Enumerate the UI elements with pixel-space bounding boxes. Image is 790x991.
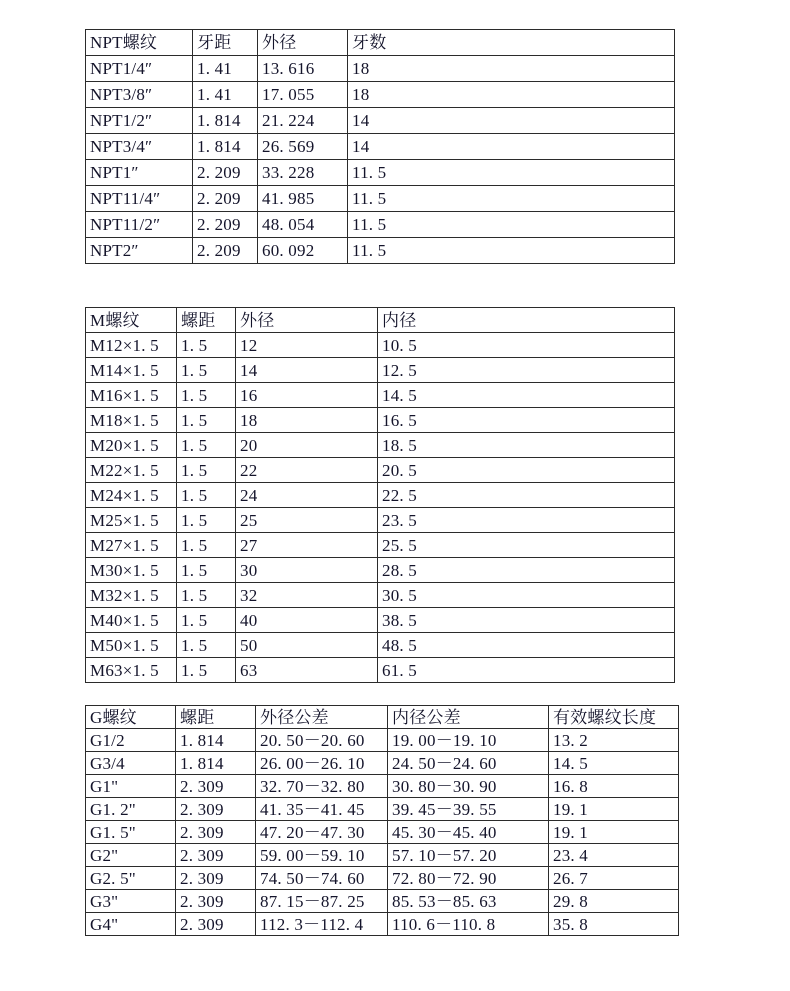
table-cell: 1. 814 bbox=[176, 752, 256, 775]
table-cell: 11. 5 bbox=[348, 160, 675, 186]
table-cell: 2. 309 bbox=[176, 775, 256, 798]
table-cell: 45. 30－45. 40 bbox=[388, 821, 549, 844]
table-cell: 24. 50－24. 60 bbox=[388, 752, 549, 775]
table-cell: 11. 5 bbox=[348, 186, 675, 212]
thread-designation-cell: NPT2″ bbox=[86, 238, 193, 264]
table-cell: 22 bbox=[236, 458, 378, 483]
thread-designation-cell: M18×1. 5 bbox=[86, 408, 177, 433]
table-cell: 13. 616 bbox=[258, 56, 348, 82]
table-cell: 40 bbox=[236, 608, 378, 633]
table-cell: 2. 209 bbox=[193, 160, 258, 186]
table-row bbox=[86, 238, 675, 264]
table-cell: 2. 209 bbox=[193, 186, 258, 212]
table-row bbox=[86, 160, 675, 186]
table-cell: 2. 309 bbox=[176, 867, 256, 890]
thread-designation-cell: M63×1. 5 bbox=[86, 658, 177, 683]
table-cell: 26. 569 bbox=[258, 134, 348, 160]
table-row bbox=[86, 82, 675, 108]
table-cell: 1. 814 bbox=[193, 134, 258, 160]
table-cell: 38. 5 bbox=[378, 608, 675, 633]
table-cell: 2. 309 bbox=[176, 798, 256, 821]
g-thread-table bbox=[85, 705, 679, 936]
table-cell: 1. 5 bbox=[177, 533, 236, 558]
npt-table-body bbox=[86, 30, 675, 264]
table-row bbox=[86, 458, 675, 483]
thread-designation-cell: M30×1. 5 bbox=[86, 558, 177, 583]
thread-designation-cell: M22×1. 5 bbox=[86, 458, 177, 483]
table-cell: 14 bbox=[348, 134, 675, 160]
table-cell: 11. 5 bbox=[348, 238, 675, 264]
thread-designation-cell: G3" bbox=[86, 890, 176, 913]
table-cell: 110. 6－110. 8 bbox=[388, 913, 549, 936]
thread-designation-cell: M24×1. 5 bbox=[86, 483, 177, 508]
table-row bbox=[86, 134, 675, 160]
column-header: G螺纹 bbox=[86, 706, 176, 729]
thread-designation-cell: NPT3/8″ bbox=[86, 82, 193, 108]
column-header: 内径 bbox=[378, 308, 675, 333]
table-cell: 1. 5 bbox=[177, 408, 236, 433]
table-cell: 2. 309 bbox=[176, 913, 256, 936]
thread-designation-cell: NPT11/4″ bbox=[86, 186, 193, 212]
table-cell: 39. 45－39. 55 bbox=[388, 798, 549, 821]
table-header-row bbox=[86, 30, 675, 56]
table-cell: 23. 5 bbox=[378, 508, 675, 533]
table-cell: 18 bbox=[348, 82, 675, 108]
table-cell: 11. 5 bbox=[348, 212, 675, 238]
table-cell: 63 bbox=[236, 658, 378, 683]
metric-table-body bbox=[86, 308, 675, 683]
table-row bbox=[86, 798, 679, 821]
table-cell: 18 bbox=[236, 408, 378, 433]
column-header: 外径 bbox=[236, 308, 378, 333]
table-cell: 1. 814 bbox=[176, 729, 256, 752]
column-header: 内径公差 bbox=[388, 706, 549, 729]
table-row bbox=[86, 608, 675, 633]
table-cell: 50 bbox=[236, 633, 378, 658]
table-cell: 24 bbox=[236, 483, 378, 508]
table-cell: 41. 985 bbox=[258, 186, 348, 212]
thread-designation-cell: M27×1. 5 bbox=[86, 533, 177, 558]
column-header: M螺纹 bbox=[86, 308, 177, 333]
table-cell: 18. 5 bbox=[378, 433, 675, 458]
thread-designation-cell: G2" bbox=[86, 844, 176, 867]
thread-designation-cell: G1/2 bbox=[86, 729, 176, 752]
column-header: 有效螺纹长度 bbox=[549, 706, 679, 729]
table-row bbox=[86, 108, 675, 134]
thread-designation-cell: M40×1. 5 bbox=[86, 608, 177, 633]
table-row bbox=[86, 333, 675, 358]
table-cell: 48. 5 bbox=[378, 633, 675, 658]
table-cell: 20. 5 bbox=[378, 458, 675, 483]
thread-designation-cell: G1. 5" bbox=[86, 821, 176, 844]
thread-designation-cell: G4" bbox=[86, 913, 176, 936]
column-header: 牙数 bbox=[348, 30, 675, 56]
table-cell: 1. 41 bbox=[193, 82, 258, 108]
table-row bbox=[86, 821, 679, 844]
thread-designation-cell: G1. 2" bbox=[86, 798, 176, 821]
table-cell: 32. 70－32. 80 bbox=[256, 775, 388, 798]
table-cell: 27 bbox=[236, 533, 378, 558]
table-cell: 29. 8 bbox=[549, 890, 679, 913]
table-cell: 1. 814 bbox=[193, 108, 258, 134]
table-row bbox=[86, 358, 675, 383]
table-cell: 12 bbox=[236, 333, 378, 358]
column-header: 螺距 bbox=[176, 706, 256, 729]
table-cell: 14. 5 bbox=[549, 752, 679, 775]
table-cell: 30 bbox=[236, 558, 378, 583]
table-cell: 61. 5 bbox=[378, 658, 675, 683]
table-cell: 1. 41 bbox=[193, 56, 258, 82]
column-header: 外径公差 bbox=[256, 706, 388, 729]
table-cell: 112. 3－112. 4 bbox=[256, 913, 388, 936]
thread-designation-cell: G1" bbox=[86, 775, 176, 798]
table-row bbox=[86, 383, 675, 408]
table-row bbox=[86, 890, 679, 913]
table-cell: 1. 5 bbox=[177, 383, 236, 408]
thread-designation-cell: NPT11/2″ bbox=[86, 212, 193, 238]
thread-designation-cell: NPT1/4″ bbox=[86, 56, 193, 82]
column-header: 外径 bbox=[258, 30, 348, 56]
table-row bbox=[86, 729, 679, 752]
thread-designation-cell: M50×1. 5 bbox=[86, 633, 177, 658]
table-cell: 16. 5 bbox=[378, 408, 675, 433]
table-cell: 41. 35－41. 45 bbox=[256, 798, 388, 821]
table-row bbox=[86, 408, 675, 433]
table-cell: 23. 4 bbox=[549, 844, 679, 867]
table-cell: 2. 309 bbox=[176, 821, 256, 844]
table-cell: 28. 5 bbox=[378, 558, 675, 583]
table-cell: 30. 5 bbox=[378, 583, 675, 608]
table-cell: 26. 00－26. 10 bbox=[256, 752, 388, 775]
thread-designation-cell: G3/4 bbox=[86, 752, 176, 775]
thread-designation-cell: NPT3/4″ bbox=[86, 134, 193, 160]
table-row bbox=[86, 658, 675, 683]
table-cell: 25. 5 bbox=[378, 533, 675, 558]
table-cell: 72. 80－72. 90 bbox=[388, 867, 549, 890]
table-cell: 1. 5 bbox=[177, 483, 236, 508]
table-cell: 1. 5 bbox=[177, 608, 236, 633]
table-cell: 74. 50－74. 60 bbox=[256, 867, 388, 890]
table-cell: 2. 209 bbox=[193, 212, 258, 238]
table-cell: 19. 1 bbox=[549, 798, 679, 821]
column-header: 牙距 bbox=[193, 30, 258, 56]
table-cell: 1. 5 bbox=[177, 433, 236, 458]
table-cell: 13. 2 bbox=[549, 729, 679, 752]
table-row bbox=[86, 867, 679, 890]
table-cell: 25 bbox=[236, 508, 378, 533]
table-row bbox=[86, 775, 679, 798]
table-cell: 14 bbox=[236, 358, 378, 383]
thread-designation-cell: NPT1/2″ bbox=[86, 108, 193, 134]
table-row bbox=[86, 186, 675, 212]
table-cell: 1. 5 bbox=[177, 633, 236, 658]
table-cell: 17. 055 bbox=[258, 82, 348, 108]
thread-designation-cell: M25×1. 5 bbox=[86, 508, 177, 533]
table-cell: 16. 8 bbox=[549, 775, 679, 798]
table-row bbox=[86, 433, 675, 458]
table-row bbox=[86, 56, 675, 82]
table-cell: 1. 5 bbox=[177, 358, 236, 383]
thread-designation-cell: NPT1″ bbox=[86, 160, 193, 186]
table-header-row bbox=[86, 308, 675, 333]
table-cell: 47. 20－47. 30 bbox=[256, 821, 388, 844]
table-cell: 33. 228 bbox=[258, 160, 348, 186]
thread-designation-cell: M12×1. 5 bbox=[86, 333, 177, 358]
column-header: NPT螺纹 bbox=[86, 30, 193, 56]
table-cell: 26. 7 bbox=[549, 867, 679, 890]
table-row bbox=[86, 212, 675, 238]
table-cell: 85. 53－85. 63 bbox=[388, 890, 549, 913]
table-row bbox=[86, 558, 675, 583]
table-row bbox=[86, 583, 675, 608]
table-row bbox=[86, 483, 675, 508]
metric-thread-table bbox=[85, 307, 675, 683]
thread-designation-cell: M20×1. 5 bbox=[86, 433, 177, 458]
thread-designation-cell: M32×1. 5 bbox=[86, 583, 177, 608]
table-cell: 21. 224 bbox=[258, 108, 348, 134]
table-cell: 22. 5 bbox=[378, 483, 675, 508]
table-cell: 19. 1 bbox=[549, 821, 679, 844]
table-cell: 87. 15－87. 25 bbox=[256, 890, 388, 913]
table-cell: 48. 054 bbox=[258, 212, 348, 238]
table-cell: 1. 5 bbox=[177, 508, 236, 533]
table-row bbox=[86, 913, 679, 936]
table-cell: 14. 5 bbox=[378, 383, 675, 408]
table-cell: 12. 5 bbox=[378, 358, 675, 383]
table-cell: 20. 50－20. 60 bbox=[256, 729, 388, 752]
column-header: 螺距 bbox=[177, 308, 236, 333]
table-cell: 20 bbox=[236, 433, 378, 458]
table-row bbox=[86, 633, 675, 658]
table-cell: 1. 5 bbox=[177, 658, 236, 683]
table-cell: 19. 00－19. 10 bbox=[388, 729, 549, 752]
thread-designation-cell: M14×1. 5 bbox=[86, 358, 177, 383]
table-cell: 18 bbox=[348, 56, 675, 82]
table-row bbox=[86, 508, 675, 533]
table-cell: 2. 309 bbox=[176, 844, 256, 867]
table-cell: 1. 5 bbox=[177, 333, 236, 358]
table-cell: 60. 092 bbox=[258, 238, 348, 264]
g-table-body bbox=[86, 706, 679, 936]
table-cell: 35. 8 bbox=[549, 913, 679, 936]
thread-designation-cell: M16×1. 5 bbox=[86, 383, 177, 408]
table-cell: 57. 10－57. 20 bbox=[388, 844, 549, 867]
table-cell: 59. 00－59. 10 bbox=[256, 844, 388, 867]
table-cell: 2. 309 bbox=[176, 890, 256, 913]
table-row bbox=[86, 533, 675, 558]
table-cell: 1. 5 bbox=[177, 558, 236, 583]
table-cell: 1. 5 bbox=[177, 583, 236, 608]
table-cell: 32 bbox=[236, 583, 378, 608]
table-header-row bbox=[86, 706, 679, 729]
table-cell: 10. 5 bbox=[378, 333, 675, 358]
table-cell: 16 bbox=[236, 383, 378, 408]
table-cell: 30. 80－30. 90 bbox=[388, 775, 549, 798]
table-row bbox=[86, 844, 679, 867]
thread-designation-cell: G2. 5" bbox=[86, 867, 176, 890]
table-cell: 1. 5 bbox=[177, 458, 236, 483]
npt-thread-table bbox=[85, 29, 675, 264]
table-cell: 14 bbox=[348, 108, 675, 134]
table-row bbox=[86, 752, 679, 775]
table-cell: 2. 209 bbox=[193, 238, 258, 264]
